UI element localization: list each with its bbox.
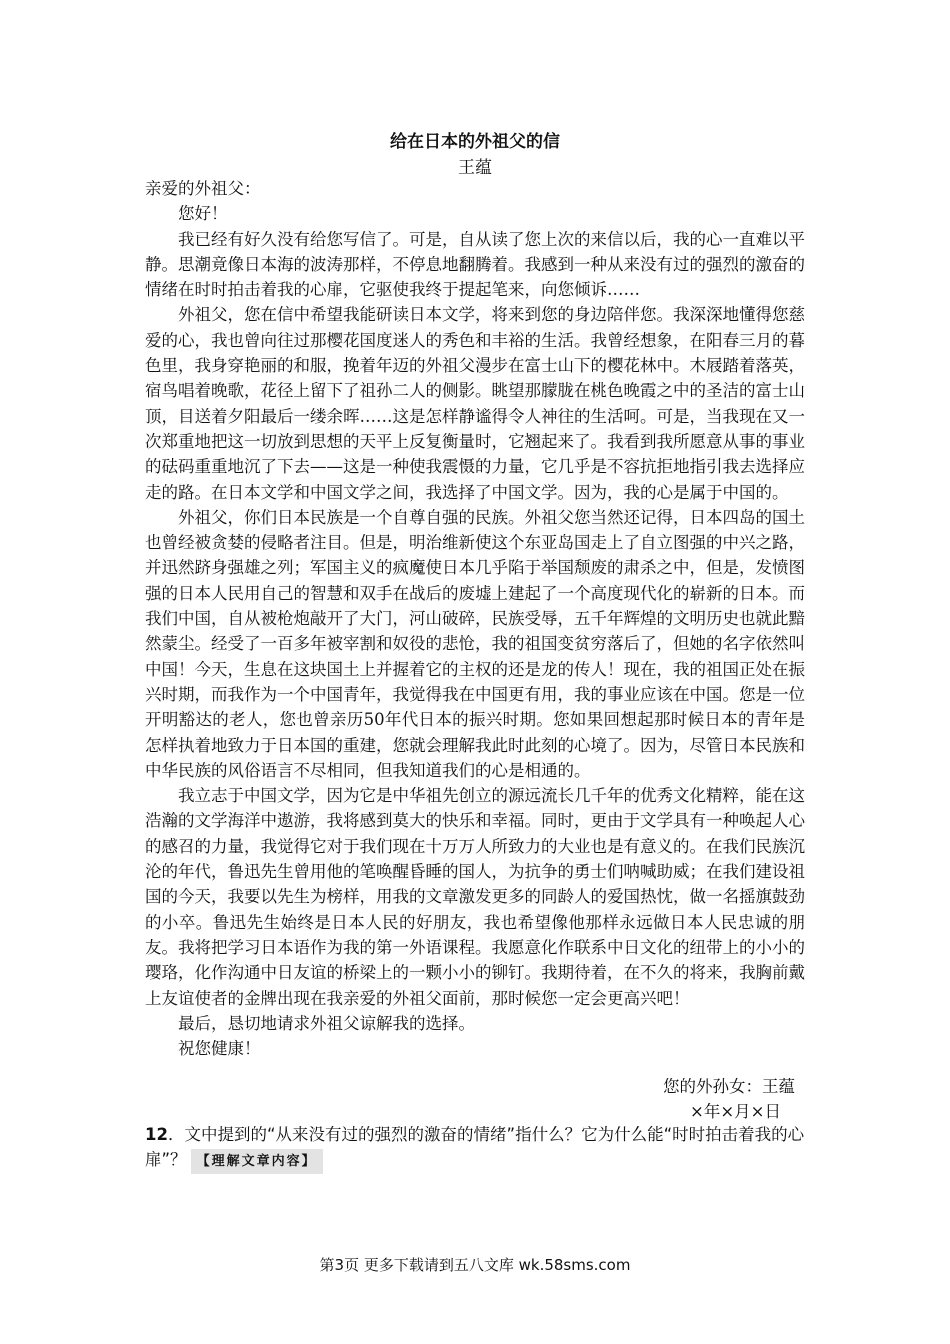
letter-paragraph: 我已经有好久没有给您写信了。可是，自从读了您上次的来信以后，我的心一直难以平静。思潮竟像日本海的波涛那样，不停息地翻腾着。我感到一种从来没有过的强烈的激奋的情绪在时时拍击着我的心扉，它驱使我终于提起笔来，向您倾诉…… — [145, 229, 805, 300]
article-author: 王蕴 — [458, 158, 492, 178]
question-number: 12 — [145, 1125, 168, 1144]
letter-body — [145, 176, 805, 1061]
question-12 — [145, 1122, 810, 1174]
letter-closing: 祝您健康！ — [178, 1039, 261, 1059]
letter-date: ×年×月×日 — [690, 1102, 781, 1121]
letter-paragraph: 最后，恳切地请求外祖父谅解我的选择。 — [178, 1013, 475, 1033]
letter-paragraph: 我立志于中国文学，因为它是中华祖先创立的源远流长几千年的优秀文化精粹，能在这浩瀚的文学海洋中遨游，我将感到莫大的快乐和幸福。同时，更由于文学具有一种唤起人心的感召的力量，我觉得它对于我们现在十万万人所致力的大业也是有意义的。在我们民族沉沦的年代，鲁迅先生曾用他的笔唤醒昏睡的国人，为抗争的勇士们呐喊助威；在我们建设祖国的今天，我要以先生为榜样，用我的文章激发更多的同龄人的爱国热忱，做一名摇旗鼓劲的小卒。鲁迅先生始终是日本人民的好朋友，我也希望像他那样永远做日本人民忠诚的朋友。我将把学习日本语作为我的第一外语课程。我愿意化作联系中日文化的纽带上的小小的璎珞，化作沟通中日友谊的桥梁上的一颗小小的铆钉。我期待着，在不久的将来，我胸前戴上友谊使者的金牌出现在我亲爱的外祖父面前，那时候您一定会更高兴吧！ — [145, 786, 805, 1008]
article-title: 给在日本的外祖父的信 — [390, 132, 560, 152]
letter-signature: 您的外孙女：王蕴 — [663, 1077, 795, 1096]
letter-salutation: 亲爱的外祖父： — [145, 179, 261, 198]
page-footer: 第3页 更多下载请到五八文库 wk.58sms.com — [319, 1256, 631, 1274]
letter-greeting: 您好！ — [178, 204, 228, 224]
question-tag: 【理解文章内容】 — [191, 1149, 323, 1174]
letter-paragraph: 外祖父，您在信中希望我能研读日本文学，将来到您的身边陪伴您。我深深地懂得您慈爱的心，我也曾向往过那樱花国度迷人的秀色和丰裕的生活。我曾经想象，在阳春三月的暮色里，我身穿艳丽的和服，挽着年迈的外祖父漫步在富士山下的樱花林中。木屐踏着落英，宿鸟唱着晚歌，花径上留下了祖孙二人的侧影。眺望那朦胧在桃色晚霞之中的圣洁的富士山顶，目送着夕阳最后一缕余晖……这是怎样静谧得令人神往的生活呵。可是，当我现在又一次郑重地把这一切放到思想的天平上反复衡量时，它翘起来了。我看到我所愿意从事的事业的砝码重重地沉了下去——这是一种使我震慑的力量，它几乎是不容抗拒地指引我去选择应走的路。在日本文学和中国文学之间，我选择了中国文学。因为，我的心是属于中国的。 — [145, 305, 805, 502]
letter-paragraph: 外祖父，你们日本民族是一个自尊自强的民族。外祖父您当然还记得，日本四岛的国土也曾经被贪婪的侵略者注目。但是，明治维新使这个东亚岛国走上了自立图强的中兴之路，并迅然跻身强雄之列；军国主义的疯魔使日本几乎陷于举国颓废的肃杀之中，但是，发愤图强的日本人民用自己的智慧和双手在战后的废墟上建起了一个高度现代化的崭新的日本。而我们中国，自从被枪炮敲开了大门，河山破碎，民族受辱，五千年辉煌的文明历史也就此黯然蒙尘。经受了一百多年被宰割和奴役的悲怆，我的祖国变贫穷落后了，但她的名字依然叫中国！今天，生息在这块国土上并握着它的主权的还是龙的传人！现在，我的祖国正处在振兴时期，而我作为一个中国青年，我觉得我在中国更有用，我的事业应该在中国。您是一位开明豁达的老人，您也曾亲历50年代日本的振兴时期。您如果回想起那时候日本的青年是怎样执着地致力于日本国的重建，您就会理解我此时此刻的心境了。因为，尽管日本民族和中华民族的风俗语言不尽相同，但我知道我们的心是相通的。 — [145, 507, 805, 780]
question-text: ．文中提到的“从来没有过的强烈的激奋的情绪”指什么？它为什么能“时时拍击着我的心扉”？ — [145, 1125, 805, 1169]
